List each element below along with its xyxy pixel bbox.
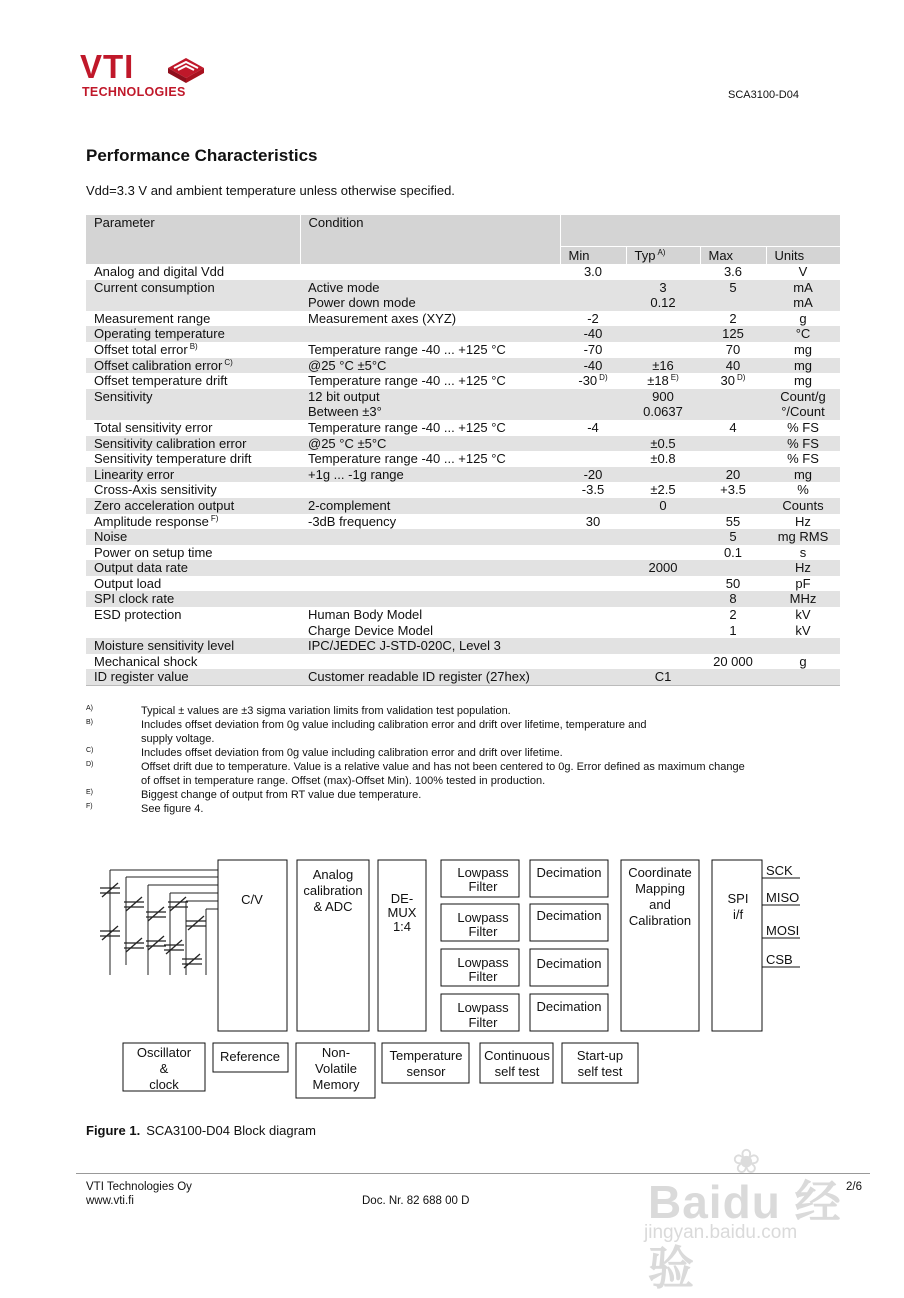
cell-condition: IPC/JEDEC J-STD-020C, Level 3: [300, 638, 560, 654]
cell-parameter: Moisture sensitivity level: [86, 638, 300, 654]
cell-condition: Temperature range -40 ... +125 °C: [300, 342, 560, 358]
coordinate-label-4: Calibration: [628, 913, 692, 928]
cell-condition: Between ±3°: [300, 404, 560, 420]
selftest-label-1: Continuous: [484, 1048, 550, 1063]
cell-min: [560, 623, 626, 639]
cell-condition: 2-complement: [300, 498, 560, 514]
cell-condition: Human Body Model: [300, 607, 560, 623]
cell-parameter: Zero acceleration output: [86, 498, 300, 514]
footnote-text: Typical ± values are ±3 sigma variation limits from validation test population.: [141, 705, 511, 717]
temp-label-1: Temperature: [389, 1048, 463, 1063]
cell-units: kV: [766, 623, 840, 639]
nvm-label-2: Volatile: [315, 1061, 357, 1076]
table-row: [86, 514, 840, 530]
cell-typ: [626, 654, 700, 670]
footnote-text: Includes offset deviation from 0g value including calibration error and drift over lifetime, temperature and supply voltage.: [141, 719, 647, 745]
baidu-watermark: [640, 1142, 870, 1294]
pin-sck: SCK: [766, 863, 793, 878]
cell-typ: [626, 514, 700, 530]
cell-parameter: Power on setup time: [86, 545, 300, 561]
cell-condition: Measurement axes (XYZ): [300, 311, 560, 327]
cell-parameter: Offset calibration error $^{C)}$: [86, 358, 300, 374]
table-row: [86, 638, 840, 654]
pin-csb: CSB: [766, 952, 793, 967]
pin-mosi: MOSI: [766, 923, 800, 938]
cell-min: [560, 545, 626, 561]
cell-min: [560, 389, 626, 405]
footnote-text: See figure 4.: [141, 803, 204, 815]
table-row: [86, 358, 840, 374]
cell-max: [700, 389, 766, 405]
cell-min: [560, 436, 626, 452]
cell-units: mg: [766, 373, 840, 389]
cell-condition: Temperature range -40 ... +125 °C: [300, 420, 560, 436]
cell-parameter: ESD protection: [86, 607, 300, 623]
footnote-text: Biggest change of output from RT value due temperature.: [141, 789, 422, 801]
cell-min: -20: [560, 467, 626, 483]
cell-units: mg: [766, 358, 840, 374]
table-row: [86, 436, 840, 452]
selftest-label-2: self test: [494, 1064, 540, 1079]
cell-min: [560, 404, 626, 420]
cell-units: g: [766, 311, 840, 327]
cell-max: 50: [700, 576, 766, 592]
lowpass-1-label-b: Filter: [468, 879, 498, 894]
table-row: [86, 264, 840, 280]
table-row: [86, 654, 840, 670]
cell-parameter: Offset temperature drift: [86, 373, 300, 389]
lowpass-3-label-b: Filter: [468, 969, 498, 984]
cell-min: -40: [560, 358, 626, 374]
doc-id: SCA3100-D04: [728, 89, 799, 101]
table-row: [86, 560, 840, 576]
nvm-label-3: Memory: [312, 1077, 360, 1092]
demux-block: [378, 860, 426, 1031]
cell-typ: 0.12: [626, 295, 700, 311]
cell-parameter: Current consumption: [86, 280, 300, 296]
cell-units: Counts: [766, 498, 840, 514]
header-units: Units: [766, 247, 840, 265]
cell-max: 125: [700, 326, 766, 342]
cell-max: 40: [700, 358, 766, 374]
cell-max: [700, 451, 766, 467]
cell-typ: [626, 326, 700, 342]
cell-parameter: Amplitude response $^{F)}$: [86, 514, 300, 530]
footnote-key: D): [86, 761, 94, 768]
footer-company: VTI Technologies Oy: [86, 1181, 192, 1193]
table-row: [86, 576, 840, 592]
cell-max: 5: [700, 529, 766, 545]
table-row: [86, 389, 840, 405]
cell-min: [560, 295, 626, 311]
cell-min: [560, 576, 626, 592]
cell-condition: [300, 560, 560, 576]
page-title: Performance Characteristics: [86, 146, 318, 165]
block-diagram: [86, 845, 816, 1105]
cell-min: [560, 591, 626, 607]
table-row: [86, 545, 840, 561]
cell-max: [700, 498, 766, 514]
cell-parameter: [86, 404, 300, 420]
cell-units: kV: [766, 607, 840, 623]
cell-typ: 0.0637: [626, 404, 700, 420]
spi-interface-block: [712, 860, 762, 1031]
cell-max: 4: [700, 420, 766, 436]
cell-condition: Temperature range -40 ... +125 °C: [300, 373, 560, 389]
cell-max: [700, 436, 766, 452]
analog-label-2: calibration: [303, 883, 363, 898]
sensor-array-icon: [100, 870, 218, 975]
footnote-key: E): [86, 789, 93, 796]
footer-url[interactable]: www.vti.fi: [86, 1195, 134, 1207]
cell-units: Hz: [766, 560, 840, 576]
cell-units: Hz: [766, 514, 840, 530]
cell-typ: C1: [626, 669, 700, 685]
cell-units: Count/g: [766, 389, 840, 405]
lowpass-3-label-a: Lowpass: [457, 955, 509, 970]
header-parameter: Parameter: [86, 215, 300, 264]
header-max: Max: [700, 247, 766, 265]
table-row: [86, 451, 840, 467]
cell-units: mA: [766, 280, 840, 296]
cell-min: 3.0: [560, 264, 626, 280]
cell-parameter: Output load: [86, 576, 300, 592]
table-row: [86, 342, 840, 358]
lowpass-2-label-a: Lowpass: [457, 910, 509, 925]
footnote-text: Includes offset deviation from 0g value including calibration error and drift over lifetime.: [141, 747, 563, 759]
demux-label-3: 1:4: [392, 919, 412, 934]
cell-typ: ±2.5: [626, 482, 700, 498]
cell-condition: -3dB frequency: [300, 514, 560, 530]
cell-min: [560, 498, 626, 514]
cell-parameter: Measurement range: [86, 311, 300, 327]
cell-typ: 2000: [626, 560, 700, 576]
watermark-brand: Baidu 经验: [648, 1176, 842, 1294]
cell-min: -30 $^{D)}$: [560, 373, 626, 389]
cell-units: g: [766, 654, 840, 670]
cell-units: [766, 669, 840, 685]
cell-parameter: Total sensitivity error: [86, 420, 300, 436]
decimation-4-label: Decimation: [536, 999, 602, 1014]
cell-min: [560, 638, 626, 654]
cell-condition: [300, 326, 560, 342]
cell-max: [700, 560, 766, 576]
cell-units: [766, 638, 840, 654]
lowpass-2-label-b: Filter: [468, 924, 498, 939]
demux-label-1: DE-: [390, 891, 414, 906]
cell-units: % FS: [766, 436, 840, 452]
header-condition: Condition: [300, 215, 560, 264]
table-row: [86, 280, 840, 296]
cell-max: 2: [700, 311, 766, 327]
footnote-key: C): [86, 747, 94, 754]
table-row: [86, 623, 840, 639]
cell-condition: [300, 264, 560, 280]
footnote-key: F): [86, 803, 93, 810]
cell-parameter: Offset total error $^{B)}$: [86, 342, 300, 358]
cell-typ: ±0.8: [626, 451, 700, 467]
cell-max: 20: [700, 467, 766, 483]
logo-sub-text: TECHNOLOGIES: [82, 85, 186, 99]
lowpass-4-label-b: Filter: [468, 1015, 498, 1030]
cell-parameter: SPI clock rate: [86, 591, 300, 607]
cell-units: pF: [766, 576, 840, 592]
paw-icon: ❀: [732, 1143, 761, 1181]
cell-units: °C: [766, 326, 840, 342]
cell-parameter: Sensitivity temperature drift: [86, 451, 300, 467]
cv-label: C/V: [241, 892, 263, 907]
cell-max: [700, 295, 766, 311]
cell-parameter: [86, 623, 300, 639]
table-row: [86, 311, 840, 327]
cell-min: -40: [560, 326, 626, 342]
demux-label-2: MUX: [387, 905, 417, 920]
cell-min: -3.5: [560, 482, 626, 498]
reference-label: Reference: [220, 1049, 280, 1064]
cell-max: [700, 404, 766, 420]
cell-typ: ±16: [626, 358, 700, 374]
cell-parameter: ID register value: [86, 669, 300, 685]
temp-label-2: sensor: [406, 1064, 446, 1079]
cell-parameter: Output data rate: [86, 560, 300, 576]
cell-condition: @25 °C ±5°C: [300, 436, 560, 452]
header-values-group: [560, 215, 840, 247]
cell-parameter: Analog and digital Vdd: [86, 264, 300, 280]
cell-max: 3.6: [700, 264, 766, 280]
table-row: [86, 607, 840, 623]
table-row: [86, 420, 840, 436]
table-header-row-1: [86, 215, 840, 247]
cell-typ: [626, 623, 700, 639]
cell-condition: [300, 654, 560, 670]
cell-typ: [626, 264, 700, 280]
footnote-key: B): [86, 719, 93, 726]
cell-typ: [626, 591, 700, 607]
footnotes: [86, 704, 821, 816]
cell-min: [560, 529, 626, 545]
cell-typ: [626, 529, 700, 545]
cell-max: [700, 669, 766, 685]
table-body: [86, 264, 840, 686]
footnote-text: Offset drift due to temperature. Value is a relative value and has not been centered to 0g. Error defined as maximum change of offset in temperature range. Offset (max)-Offset Min). 100% tested in production.: [141, 761, 745, 787]
coordinate-label-1: Coordinate: [628, 865, 692, 880]
startup-label-1: Start-up: [576, 1048, 624, 1063]
figure-label: Figure 1.: [86, 1123, 141, 1138]
cell-units: mA: [766, 295, 840, 311]
cell-condition: Temperature range -40 ... +125 °C: [300, 451, 560, 467]
footnote: [86, 746, 821, 760]
cell-parameter: [86, 295, 300, 311]
cell-min: [560, 451, 626, 467]
cell-min: -4: [560, 420, 626, 436]
oscillator-label-2: &: [159, 1061, 169, 1076]
cell-units: mg: [766, 467, 840, 483]
cell-condition: @25 °C ±5°C: [300, 358, 560, 374]
cell-units: MHz: [766, 591, 840, 607]
footnote: [86, 802, 821, 816]
cell-typ: [626, 545, 700, 561]
cell-parameter: Mechanical shock: [86, 654, 300, 670]
table-row: [86, 373, 840, 389]
cell-typ: [626, 342, 700, 358]
cell-condition: Power down mode: [300, 295, 560, 311]
cell-typ: [626, 467, 700, 483]
table-row: [86, 591, 840, 607]
cell-parameter: Cross-Axis sensitivity: [86, 482, 300, 498]
cell-condition: Customer readable ID register (27hex): [300, 669, 560, 685]
cell-typ: [626, 576, 700, 592]
cell-parameter: Linearity error: [86, 467, 300, 483]
footnote: [86, 718, 821, 746]
cell-typ: [626, 638, 700, 654]
vti-logo: [80, 50, 210, 106]
table-row: [86, 404, 840, 420]
cell-condition: [300, 576, 560, 592]
cell-units: mg: [766, 342, 840, 358]
cell-min: 30: [560, 514, 626, 530]
cell-typ: 3: [626, 280, 700, 296]
coordinate-label-2: Mapping: [635, 881, 685, 896]
cell-max: 8: [700, 591, 766, 607]
footer-page-number: 2/6: [846, 1181, 862, 1193]
lowpass-4-label-a: Lowpass: [457, 1000, 509, 1015]
nvm-label-1: Non-: [321, 1045, 351, 1060]
decimation-1-label: Decimation: [536, 865, 602, 880]
cell-max: 20 000: [700, 654, 766, 670]
cell-typ: [626, 311, 700, 327]
cell-parameter: Sensitivity calibration error: [86, 436, 300, 452]
analog-label-1: Analog: [312, 867, 354, 882]
cell-max: 0.1: [700, 545, 766, 561]
cell-condition: [300, 482, 560, 498]
table-row: [86, 529, 840, 545]
table-row: [86, 669, 840, 685]
cell-units: % FS: [766, 451, 840, 467]
footnote: [86, 760, 821, 788]
cell-units: °/Count: [766, 404, 840, 420]
footnote-key: A): [86, 705, 93, 712]
cell-condition: +1g ... -1g range: [300, 467, 560, 483]
cell-condition: [300, 591, 560, 607]
cell-typ: [626, 420, 700, 436]
table-row: [86, 467, 840, 483]
header-typ: Typ $^{A)}$: [626, 247, 700, 265]
table-row: [86, 498, 840, 514]
intro-text: Vdd=3.3 V and ambient temperature unless otherwise specified.: [86, 183, 455, 198]
cell-min: [560, 654, 626, 670]
cell-units: s: [766, 545, 840, 561]
oscillator-label-1: Oscillator: [136, 1045, 192, 1060]
figure-caption: [86, 1123, 316, 1138]
cell-units: % FS: [766, 420, 840, 436]
performance-table: [86, 215, 840, 686]
cell-condition: [300, 529, 560, 545]
cell-min: [560, 560, 626, 576]
cell-max: 1: [700, 623, 766, 639]
footnote: [86, 788, 821, 802]
cell-max: 5: [700, 280, 766, 296]
footnote: [86, 704, 821, 718]
logo-main-text: VTI: [80, 48, 135, 85]
table-row: [86, 482, 840, 498]
cell-max: 30 $^{D)}$: [700, 373, 766, 389]
cell-min: -2: [560, 311, 626, 327]
table-row: [86, 326, 840, 342]
coordinate-label-3: and: [649, 897, 671, 912]
cell-units: V: [766, 264, 840, 280]
cell-typ: [626, 607, 700, 623]
decimation-2-label: Decimation: [536, 908, 602, 923]
cell-units: mg RMS: [766, 529, 840, 545]
cell-min: [560, 669, 626, 685]
cell-units: %: [766, 482, 840, 498]
cell-min: [560, 280, 626, 296]
cv-block: [218, 860, 287, 1031]
cell-condition: Active mode: [300, 280, 560, 296]
cell-max: 55: [700, 514, 766, 530]
cell-min: [560, 607, 626, 623]
logo-cube-icon: [164, 54, 208, 84]
cell-max: 70: [700, 342, 766, 358]
cell-typ: ±0.5: [626, 436, 700, 452]
cell-min: -70: [560, 342, 626, 358]
cell-parameter: Operating temperature: [86, 326, 300, 342]
cell-condition: 12 bit output: [300, 389, 560, 405]
cell-condition: Charge Device Model: [300, 623, 560, 639]
table-row: [86, 295, 840, 311]
figure-text: SCA3100-D04 Block diagram: [146, 1123, 316, 1138]
decimation-3-label: Decimation: [536, 956, 602, 971]
header-min: Min: [560, 247, 626, 265]
spi-label-2: i/f: [732, 907, 744, 922]
cell-max: 2: [700, 607, 766, 623]
pin-miso: MISO: [766, 890, 800, 905]
cell-typ: ±18 $^{E)}$: [626, 373, 700, 389]
watermark-url: jingyan.baidu.com: [644, 1222, 798, 1243]
spi-label-1: SPI: [727, 891, 749, 906]
cell-max: +3.5: [700, 482, 766, 498]
cell-typ: 900: [626, 389, 700, 405]
cell-max: [700, 638, 766, 654]
lowpass-1-label-a: Lowpass: [457, 865, 509, 880]
oscillator-label-3: clock: [149, 1077, 179, 1092]
cell-parameter: Sensitivity: [86, 389, 300, 405]
footer-doc-nr: Doc. Nr. 82 688 00 D: [362, 1195, 470, 1207]
cell-condition: [300, 545, 560, 561]
cell-typ: 0: [626, 498, 700, 514]
analog-label-3: & ADC: [313, 899, 353, 914]
cell-parameter: Noise: [86, 529, 300, 545]
startup-label-2: self test: [577, 1064, 623, 1079]
